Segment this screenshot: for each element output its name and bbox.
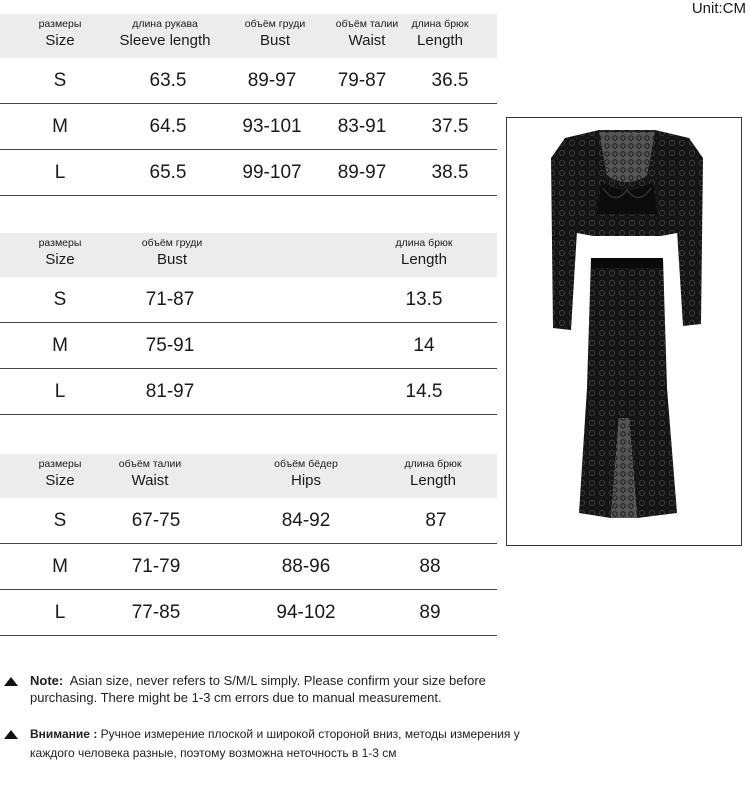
table-row bbox=[0, 104, 497, 150]
cell-length: 13.5 bbox=[405, 289, 443, 310]
header-en: Bust bbox=[156, 251, 187, 268]
cell-hips: 88-96 bbox=[281, 556, 331, 577]
cell-waist: 77-85 bbox=[131, 602, 181, 623]
cell-bust: 75-91 bbox=[145, 335, 195, 356]
header-ru: размеры bbox=[38, 18, 82, 30]
header-length bbox=[396, 237, 453, 270]
cell-hips: 84-92 bbox=[281, 510, 331, 531]
header-bust bbox=[245, 18, 306, 51]
cell-size: M bbox=[52, 335, 68, 356]
header-en: Length bbox=[410, 472, 456, 489]
table-row bbox=[0, 323, 497, 369]
header-en: Waist bbox=[348, 32, 386, 49]
cell-size: S bbox=[53, 70, 67, 91]
header-bust bbox=[142, 237, 203, 270]
cell-length: 89 bbox=[419, 602, 441, 623]
cell-bust: 99-107 bbox=[242, 162, 302, 183]
size-table-middle bbox=[0, 233, 497, 415]
header-ru: длина брюк bbox=[395, 237, 453, 249]
cell-bust: 81-97 bbox=[145, 381, 195, 402]
lace-outfit-illustration bbox=[507, 118, 741, 545]
header-size bbox=[39, 18, 82, 51]
header-en: Size bbox=[45, 32, 75, 49]
cell-bust: 71-87 bbox=[145, 289, 195, 310]
cell-size: S bbox=[53, 289, 67, 310]
cell-size: L bbox=[54, 381, 66, 402]
cell-length: 14.5 bbox=[405, 381, 443, 402]
size-table-bottom bbox=[0, 454, 497, 636]
header-en: Sleeve length bbox=[119, 32, 211, 49]
table-header bbox=[0, 233, 497, 277]
table-row bbox=[0, 544, 497, 590]
cell-length: 37.5 bbox=[431, 116, 469, 137]
header-ru: длина брюк bbox=[411, 18, 469, 30]
header-en: Length bbox=[417, 32, 463, 49]
cell-length: 14 bbox=[413, 335, 435, 356]
header-en: Size bbox=[45, 251, 75, 268]
cell-size: S bbox=[53, 510, 67, 531]
note-label: Внимание : bbox=[30, 727, 98, 741]
unit-label: Unit:CM bbox=[691, 0, 746, 17]
header-ru: длина рукава bbox=[132, 18, 198, 30]
table-row bbox=[0, 277, 497, 323]
cell-bust: 89-97 bbox=[247, 70, 297, 91]
note-english bbox=[4, 672, 524, 706]
warning-triangle-icon bbox=[4, 730, 18, 739]
header-en: Length bbox=[401, 251, 447, 268]
table-row bbox=[0, 590, 497, 636]
header-waist bbox=[119, 458, 181, 491]
note-label: Note: bbox=[30, 673, 64, 688]
header-size bbox=[39, 458, 82, 491]
table-header bbox=[0, 14, 497, 58]
header-ru: размеры bbox=[38, 237, 82, 249]
table-row bbox=[0, 498, 497, 544]
cell-waist: 83-91 bbox=[337, 116, 387, 137]
cell-size: L bbox=[54, 602, 66, 623]
header-length bbox=[412, 18, 469, 51]
cell-length: 36.5 bbox=[431, 70, 469, 91]
cell-length: 87 bbox=[425, 510, 447, 531]
table-header bbox=[0, 454, 497, 498]
header-waist bbox=[336, 18, 398, 51]
header-en: Size bbox=[45, 472, 75, 489]
cell-size: M bbox=[52, 556, 68, 577]
header-ru: длина брюк bbox=[404, 458, 462, 470]
header-en: Waist bbox=[131, 472, 169, 489]
header-ru: объём талии bbox=[335, 18, 399, 30]
cell-hips: 94-102 bbox=[276, 602, 336, 623]
size-table-top bbox=[0, 14, 497, 196]
cell-size: L bbox=[54, 162, 66, 183]
cell-bust: 93-101 bbox=[242, 116, 302, 137]
cell-sleeve: 64.5 bbox=[149, 116, 187, 137]
table-row bbox=[0, 58, 497, 104]
header-hips bbox=[274, 458, 338, 491]
header-ru: объём груди bbox=[244, 18, 306, 30]
header-ru: объём бёдер bbox=[274, 458, 338, 470]
note-text: Asian size, never refers to S/M/L simply. Please confirm your size before purchasing. There might be 1-3 cm errors due to manual measurement. bbox=[30, 673, 486, 705]
note-text: Ручное измерение плоской и широкой стороной вниз, методы измерения у каждого человека разные, поэтому возможна неточность в 1-3 см bbox=[30, 727, 520, 760]
table-row bbox=[0, 369, 497, 415]
cell-length: 88 bbox=[419, 556, 441, 577]
cell-length: 38.5 bbox=[431, 162, 469, 183]
product-photo bbox=[506, 117, 742, 546]
header-sleeve bbox=[120, 18, 211, 51]
cell-sleeve: 65.5 bbox=[149, 162, 187, 183]
header-en: Hips bbox=[290, 472, 322, 489]
table-row bbox=[0, 150, 497, 196]
header-ru: размеры bbox=[38, 458, 82, 470]
header-ru: объём груди bbox=[141, 237, 203, 249]
header-length bbox=[405, 458, 462, 491]
cell-size: M bbox=[52, 116, 68, 137]
cell-waist: 79-87 bbox=[337, 70, 387, 91]
warning-triangle-icon bbox=[4, 677, 18, 686]
header-en: Bust bbox=[259, 32, 290, 49]
cell-waist: 67-75 bbox=[131, 510, 181, 531]
note-russian bbox=[4, 725, 524, 763]
cell-waist: 89-97 bbox=[337, 162, 387, 183]
header-size bbox=[39, 237, 82, 270]
header-ru: объём талии bbox=[118, 458, 182, 470]
cell-waist: 71-79 bbox=[131, 556, 181, 577]
notes-section bbox=[4, 672, 524, 763]
cell-sleeve: 63.5 bbox=[149, 70, 187, 91]
